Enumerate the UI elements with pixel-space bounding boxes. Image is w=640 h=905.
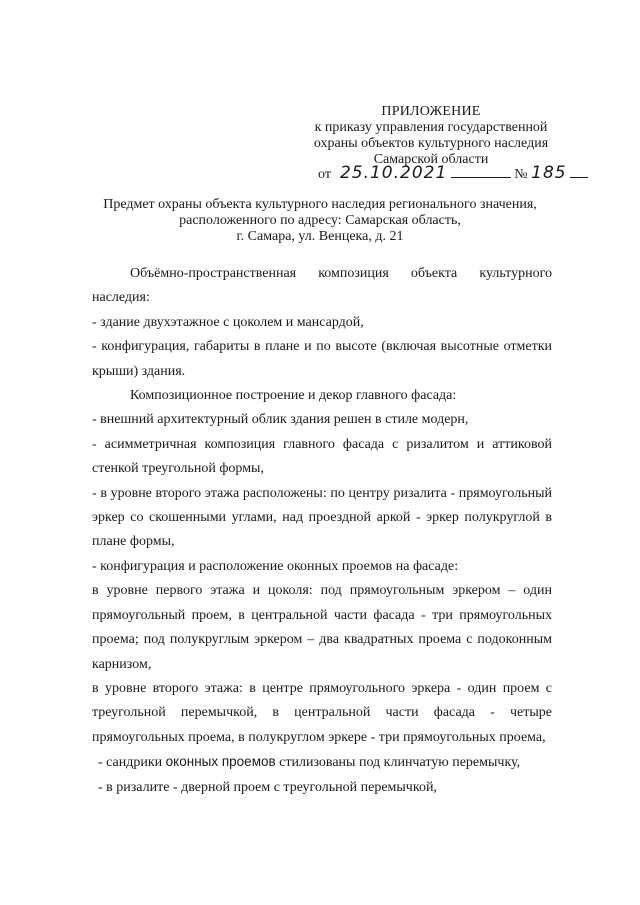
paragraph-window-config: - конфигурация и расположение оконных проемов на фасаде: <box>92 558 459 574</box>
subject-line-1: Предмет охраны объекта культурного наследия регионального значения, <box>103 197 537 212</box>
order-date: 25.10.2021 <box>339 163 448 183</box>
appendix-heading: ПРИЛОЖЕНИЕ <box>381 104 481 119</box>
paragraph-facade-heading: Композиционное построение и декор главного фасада: <box>130 388 457 404</box>
paragraph-configuration: - конфигурация, габариты в плане и по высоте (включая высотные отметки крыши) здания. <box>92 339 552 379</box>
paragraph-risalit-door: - в ризалите - дверной проем с треугольной перемычкой, <box>98 779 437 795</box>
paragraph-style: - внешний архитектурный облик здания решен в стиле модерн, <box>92 412 469 428</box>
appendix-line-1: к приказу управления государственной <box>314 120 548 135</box>
appendix-line-3: Самарской области <box>373 152 489 167</box>
subject-line-2: расположенного по адресу: Самарская область, <box>179 213 461 228</box>
number-label: № <box>514 167 528 182</box>
order-date-number-line <box>318 163 588 183</box>
sandriki-text-a: - сандрики <box>98 755 166 771</box>
protection-subject-title <box>96 197 544 245</box>
date-underline <box>451 165 511 178</box>
sandriki-text-b: оконных проемов <box>165 754 276 770</box>
document-body <box>92 262 552 800</box>
paragraph-first-floor: в уровне первого этажа и цоколя: под прямоугольным эркером – один прямоугольный проем, в центральной части фасада - три прямоугольных проема; под полукруглым эркером – два квадратных проема с подоконным карнизом, <box>92 583 552 672</box>
paragraph-second-floor: - в уровне второго этажа расположены: по центру ризалита - прямоугольный эркер со скошенными углами, над проездной аркой - эркер полукруглой в плане формы, <box>92 485 552 550</box>
paragraph-building: - здание двухэтажное с цоколем и мансардой, <box>92 314 364 330</box>
number-underline <box>570 165 588 178</box>
appendix-line-2: охраны объектов культурного наследия <box>313 136 549 151</box>
appendix-header <box>300 104 562 168</box>
order-number: 185 <box>531 163 567 183</box>
paragraph-volume-composition: Объёмно-пространственная композиция объекта культурного наследия: <box>92 266 552 306</box>
subject-line-3: г. Самара, ул. Венцека, д. 21 <box>236 229 404 244</box>
paragraph-sandriki <box>92 750 552 775</box>
paragraph-asymmetric: - асимметричная композиция главного фасада с ризалитом и аттиковой стенкой треугольной формы, <box>92 436 552 477</box>
sandriki-text-c: стилизованы под клинчатую перемычку, <box>275 755 521 771</box>
paragraph-second-floor-windows: в уровне второго этажа: в центре прямоугольного эркера - один проем с треугольной перемычкой, в центральной части фасада - четыре прямоугольных проема, в полукруглом эркере - три прямоугольных проема, <box>92 680 552 745</box>
from-label: от <box>318 167 331 182</box>
